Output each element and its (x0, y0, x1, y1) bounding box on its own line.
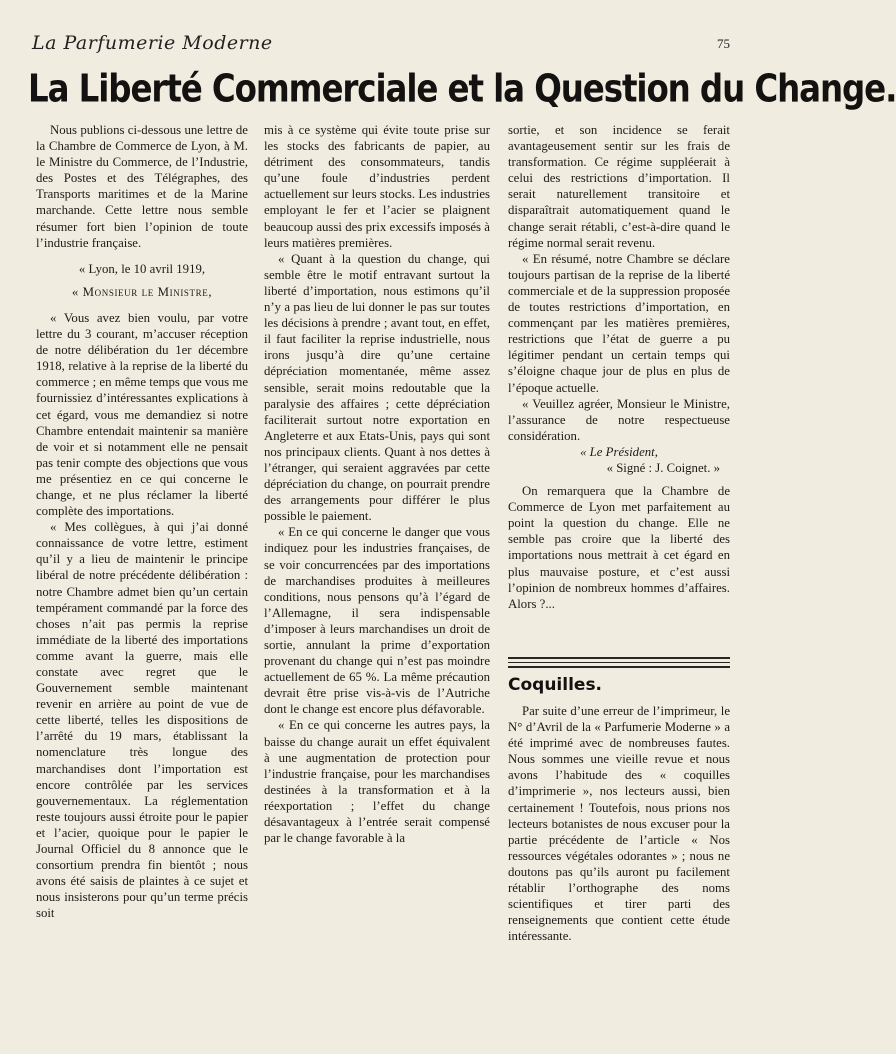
article-column-3 (508, 122, 730, 612)
letter-paragraph: « Quant à la question du change, qui semble être le motif entravant surtout la liberté d’importation, nous estimons qu’il n’y a pas lieu de lui donner le pas sur toutes les décisions à prendre ; avant tout, en effet, il faut faciliter la reprise industrielle, nous irons jusqu’à dire qu’une certaine dépréciation momentanée, même assez sensible, serait moins redoutable que la paralysie des affaires ; cette dépréciation faciliterait surtout notre exportation en Angleterre et aux Etats-Unis, pays qui sont nos principaux clients. Quant à nos dettes à l’étranger, qui seraient aggravées par cette dépréciation du change, on pourrait prendre des arrangements pour différer le plus possible le paiement. (264, 251, 490, 524)
signatory-title: « Le Président, (580, 444, 658, 459)
journal-running-title: La Parfumerie Moderne (32, 32, 273, 54)
letter-closing: « Veuillez agréer, Monsieur le Ministre, l’assurance de notre respectueuse considération. (508, 396, 730, 443)
intro-paragraph: Nous publions ci-dessous une lettre de la Chambre de Commerce de Lyon, à M. le Ministre du Commerce, de l’Industrie, des Postes et des Télégraphes, des Transports maritimes et de la Marine marchande. Cette lettre nous semble résumer fort bien l’opinion de toute l’industrie française. (36, 123, 248, 250)
letter-salutation: « Monsieur le Ministre, (71, 284, 213, 299)
page-number: 75 (717, 36, 730, 51)
letter-paragraph: « En ce qui concerne les autres pays, la baisse du change aurait un effet équivalent à une augmentation de protection pour l’industrie française, pour les marchandises destinées à la transformation et à la réexportation ; l’effet du change désavantageux à l’entrée serait compensé par le change favorable à la (264, 718, 490, 846)
section-divider (508, 657, 730, 669)
coquilles-heading: Coquilles. (508, 675, 603, 695)
editorial-comment: On remarquera que la Chambre de Commerce de Lyon met parfaitement au point la question du change. Elle ne semble pas croire que la liberté des importations nous mettrait à cet égard en plus mauvaise posture, et c’est aussi l’opinion de nombreux hommes d’affaires. Alors ?... (508, 484, 730, 611)
signature-line: « Signé : J. Coignet. » (606, 460, 720, 475)
letter-paragraph: « En ce qui concerne le danger que vous indiquez pour les industries françaises, de se voir concurrencées par des importations de marchandises produites à meilleures conditions, nous pensons qu’à l’égard de l’Allemagne, il sera indispensable d’imposer à leurs marchandises un droit de sortie, annulant la prime d’exportation provenant du change qui n’est pas moindre actuellement de 65 %. La même précaution devrait être prise vis-à-vis de l’Autriche dont le change est encore plus défavorable. (264, 525, 490, 717)
letter-paragraph: mis à ce système qui évite toute prise sur les stocks des fabricants de papier, au détriment des consommateurs, tandis qu’une foule d’industries perdent actuellement sur leurs stocks. Les industries employant le fer et l’acier se plaignent beaucoup aussi des prix excessifs imposés à leurs matières premières. (264, 123, 490, 250)
letter-paragraph: « Mes collègues, à qui j’ai donné connaissance de votre lettre, estiment qu’il y a lieu de maintenir le principe libéral de notre précédente délibération : notre Chambre admet bien qu’un certain tempérament commandé par la force des choses n’ait pas permis la reprise immédiate de la liberté des importations comme avant la guerre, mais elle constate avec regret que le Gouvernement semble maintenant revenir en arrière au point de vue de cette liberté, telles les dispositions de l’arrêté du 19 mars, établissant la nomenclature très longue des marchandises dont l’importation est encore contrôlée par les services gouvernementaux. La réglementation reste toujours aussi étroite pour le papier et l’acier, quoique pour le papier le Journal Officiel du 8 annonce que le consortium prendra fin bientôt ; nous avons été saisis de plaintes à ce sujet et nous insisterons pour qu’un terme précis soit (36, 520, 248, 921)
article-headline: La Liberté Commerciale et la Question du Change. (28, 66, 896, 111)
letter-paragraph: « Vous avez bien voulu, par votre lettre du 3 courant, m’accuser réception de notre délibération du 1er décembre 1918, relative à la reprise de la liberté du commerce ; en même temps que vous me fournissiez d’intéressantes explications à cet égard, vous me demandiez si notre Chambre entendait maintenir sa manière de voir et si notamment elle ne pensait pas tenir compte des objections que vous me présentiez en ce qui concerne le change, et ne plus réclamer la liberté complète des importations. (36, 310, 248, 519)
article-column-1 (36, 122, 248, 922)
coquilles-paragraph: Par suite d’une erreur de l’imprimeur, le N° d’Avril de la « Parfumerie Moderne » a été imprimé avec de nombreuses fautes. Nous sommes une vieille revue et nous avons l’habitude des « coquilles d’imprimerie », nos lecteurs aussi, bien certainement ! Toutefois, nous prions nos lecteurs botanistes de nous excuser pour la partie précédente de l’article « Nos ressources végétales odorantes » ; nous ne doutons pas qu’ils auront pu facilement rétablir l’orthographe des noms scientifiques et tirer parti des renseignements que contient cette étude intéressante. (508, 704, 730, 944)
article-column-2 (264, 122, 490, 846)
letter-paragraph: « En résumé, notre Chambre se déclare toujours partisan de la reprise de la liberté commerciale et de la suppression proposée de toutes restrictions d’importation, en commençant par les matières premières, restrictions que l’état de guerre a pu légitimer pendant un certain temps qui s’éloigne chaque jour de plus en plus de l’époque actuelle. (508, 251, 730, 395)
coquilles-column (508, 703, 730, 944)
letter-dateline: « Lyon, le 10 avril 1919, (78, 261, 206, 276)
letter-paragraph: sortie, et son incidence se ferait avantageusement sentir sur les frais de transformation. Ce régime suppléerait à celui des restrictions d’importation. Il serait naturellement transitoire et disparaîtrait automatiquement quand le change serait rétabli, c’est-à-dire quand le régime normal serait revenu. (508, 123, 730, 250)
